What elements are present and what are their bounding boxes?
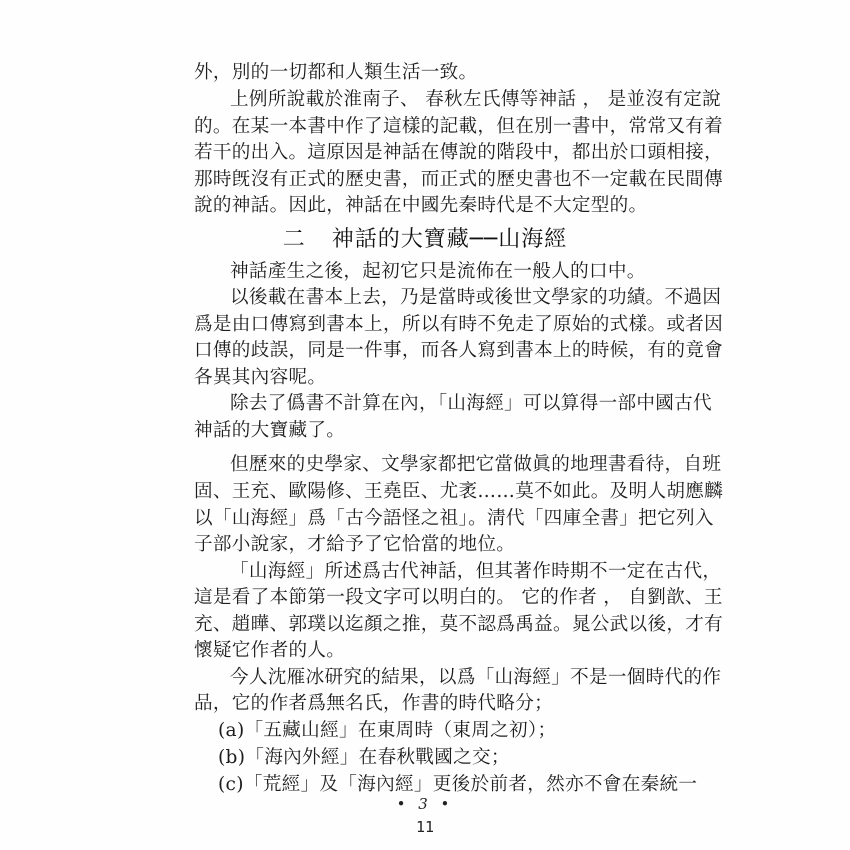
paragraph-start-line: 神話產生之後，起初它只是流佈在一般人的口中。 bbox=[230, 261, 646, 282]
text-line: 各異其內容呢。 bbox=[194, 367, 327, 388]
text-line: 若干的出入。這原因是神話在傳說的階段中，都出於口頭相接， bbox=[194, 142, 724, 163]
section-heading bbox=[0, 225, 850, 255]
text-line: 神話的大寶藏了。 bbox=[194, 420, 346, 441]
page-number: 11 bbox=[415, 818, 435, 836]
text-line: 的。在某一本書中作了這樣的記載，但在別一書中，常常又有着 bbox=[194, 116, 724, 137]
text-line: 這是看了本節第一段文字可以明白的。 它的作者 ， 自劉歆、王 bbox=[194, 587, 723, 608]
section-title: 神話的大寶藏──山海經 bbox=[331, 227, 568, 252]
text-line: 那時旣沒有正式的歷史書，而正式的歷史書也不一定載在民間傳 bbox=[194, 169, 724, 190]
text-line: 說的神話。因此，神話在中國先秦時代是不大定型的。 bbox=[194, 195, 648, 216]
text-line: 懷疑它作者的人。 bbox=[194, 640, 346, 661]
paragraph-start-line: 以後載在書本上去，乃是當時或後世文學家的功績。不過因 bbox=[230, 287, 722, 308]
text-line: 以「山海經」爲「古今語怪之祖」。淸代「四庫全書」把它列入 bbox=[194, 508, 714, 529]
text-line: 子部小說家，才給予了它恰當的地位。 bbox=[194, 534, 516, 555]
text-line: 口傳的歧誤，同是一件事，而各人寫到書本上的時候，有的竟會 bbox=[194, 340, 724, 361]
text-line: 爲是由口傳寫到書本上，所以有時不免走了原始的式樣。或者因 bbox=[194, 314, 724, 335]
list-item-a: (a)「五藏山經」在東周時（東周之初）； bbox=[218, 720, 557, 741]
text-line: 充、趙曄、郭璞以迄顏之推，莫不認爲禹益。晁公武以後，才有 bbox=[194, 614, 724, 635]
list-item-c: (c)「荒經」及「海內經」更後於前者，然亦不會在秦統一 bbox=[218, 774, 698, 795]
list-item-b: (b)「海內外經」在春秋戰國之交； bbox=[218, 747, 510, 768]
paragraph-start-line: 「山海經」所述爲古代神話，但其著作時期不一定在古代， bbox=[230, 561, 722, 582]
section-number: 二 bbox=[282, 227, 306, 252]
book-page-marker: • 3 • bbox=[396, 795, 454, 813]
paragraph-start-line: 今人沈雁冰研究的結果，以爲「山海經」不是一個時代的作 bbox=[230, 667, 722, 688]
paragraph-start-line: 上例所說載於淮南子、 春秋左氏傳等神話 ， 是並沒有定說 bbox=[230, 89, 721, 110]
text-line: 品，它的作者爲無名氏，作書的時代略分； bbox=[194, 693, 553, 714]
text-line: 外，別的一切都和人類生活一致。 bbox=[194, 62, 478, 83]
text-line: 固、王充、歐陽修、王堯臣、尤袤……莫不如此。及明人胡應麟 bbox=[194, 481, 724, 502]
paragraph-start-line: 但歷來的史學家、文學家都把它當做眞的地理書看待，自班 bbox=[230, 454, 722, 475]
paragraph-start-line: 除去了僞書不計算在內，「山海經」可以算得一部中國古代 bbox=[230, 393, 712, 414]
